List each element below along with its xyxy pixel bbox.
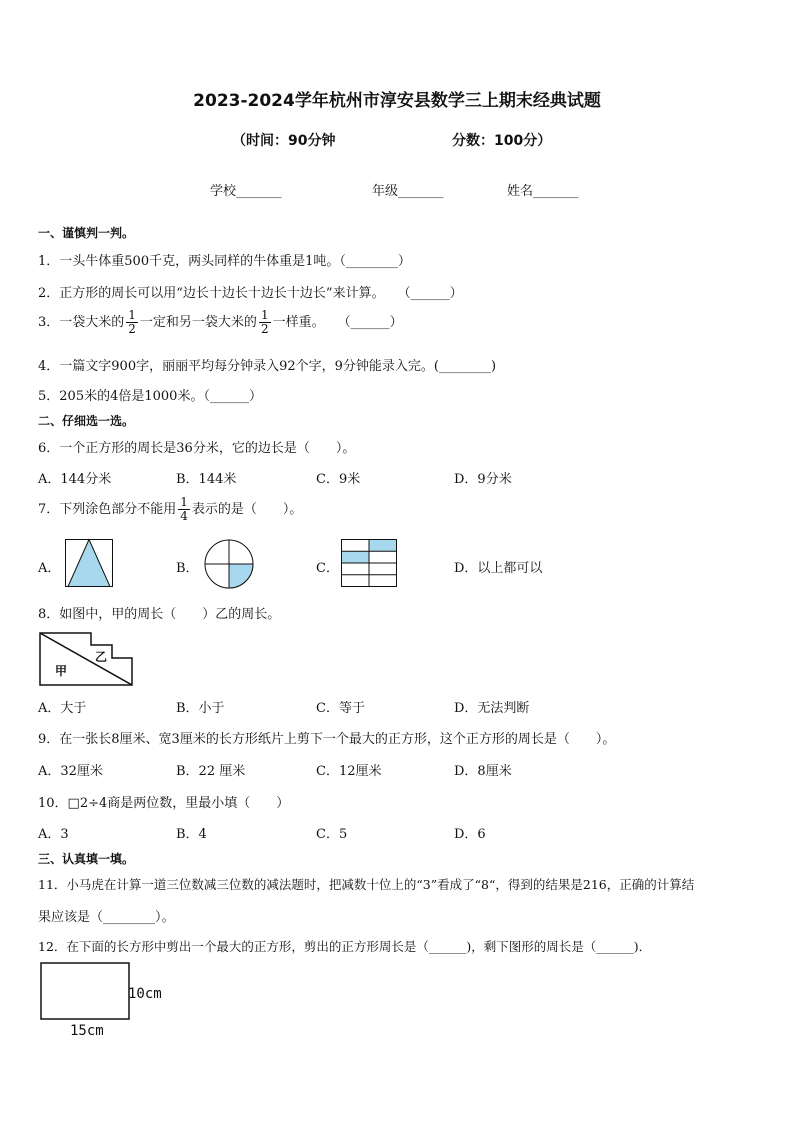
- fraction-quarter: [178, 496, 190, 523]
- q6-option-c: C．9米: [316, 472, 361, 487]
- fraction-denominator: 2: [260, 322, 269, 336]
- question-3-part-c: 一样重。 （______）: [272, 315, 403, 330]
- question-7-part-a: 7．下列涂色部分不能用: [38, 502, 177, 517]
- fraction-numerator: 1: [260, 308, 269, 322]
- fraction-denominator: 2: [128, 322, 136, 336]
- q8-option-b: B．小于: [176, 701, 225, 716]
- q8-option-d: D．无法判断: [454, 701, 530, 716]
- question-7: [38, 496, 302, 523]
- q7-option-c: C．: [316, 561, 339, 576]
- q12-height-label: 10cm: [128, 986, 162, 1002]
- q8-option-a: A．大于: [38, 701, 87, 716]
- q10-option-d: D．6: [454, 827, 486, 842]
- q7-option-d: D．以上都可以: [454, 561, 543, 576]
- q7-option-b: B．: [176, 561, 199, 576]
- question-12: 12．在下面的长方形中剪出一个最大的正方形，剪出的正方形周长是（______)，剩下图形的周长是（______)．: [38, 939, 652, 954]
- question-7-part-b: 表示的是（ ）。: [191, 502, 303, 517]
- question-9: 9．在一张长8厘米、宽3厘米的长方形纸片上剪下一个最大的正方形，这个正方形的周长是（ ）。: [38, 732, 616, 747]
- exam-time: （时间：90分钟: [232, 133, 336, 149]
- q8-option-c: C．等于: [316, 701, 365, 716]
- question-5: 5．205米的4倍是1000米。（______）: [38, 389, 262, 404]
- q9-option-c: C．12厘米: [316, 764, 382, 779]
- grade-field: 年级_______: [372, 184, 444, 199]
- section-heading-1: 一、谨慎判一判。: [38, 226, 135, 240]
- question-2: 2．正方形的周长可以用“边长十边长十边长十边长”来计算。 （______）: [38, 286, 463, 301]
- question-3: [38, 309, 403, 336]
- question-8: 8．如图中，甲的周长（ ）乙的周长。: [38, 607, 281, 622]
- q10-option-a: A．3: [38, 827, 69, 842]
- q9-option-d: D．8厘米: [454, 764, 512, 779]
- q10-option-c: C．5: [316, 827, 348, 842]
- fraction-denominator: 4: [180, 509, 188, 523]
- label-yi: 乙: [95, 650, 108, 664]
- q7-option-a: A．: [38, 561, 61, 576]
- name-field: 姓名_______: [507, 184, 579, 199]
- q9-option-a: A．32厘米: [38, 764, 103, 779]
- question-10: 10．□2÷4商是两位数，里最小填（ ）: [38, 796, 290, 811]
- question-3-part-b: 一定和另一袋大米的: [139, 315, 257, 330]
- q6-option-d: D．9分米: [454, 472, 512, 487]
- section-heading-2: 二、仔细选一选。: [38, 414, 135, 428]
- school-field: 学校_______: [210, 184, 282, 199]
- page-title: 2023-2024学年杭州市淳安县数学三上期末经典试题: [193, 91, 601, 111]
- q6-option-a: A．144分米: [38, 472, 112, 487]
- q12-width-label: 15cm: [70, 1023, 104, 1039]
- q8-figure-staircase: [39, 632, 133, 686]
- q6-option-b: B．144米: [176, 472, 237, 487]
- fraction-half-2: [259, 309, 271, 336]
- exam-score: 分数：100分）: [452, 133, 552, 149]
- question-11-line-1: 11．小马虎在计算一道三位数减三位数的减法题时，把减数十位上的“3”看成了“8“，得到的结果是216，正确的计算结: [38, 877, 695, 892]
- label-jia: 甲: [55, 664, 68, 678]
- section-heading-3: 三、认真填一填。: [38, 852, 135, 866]
- fraction-numerator: 1: [128, 308, 136, 322]
- q12-rectangle-figure: [40, 962, 130, 1020]
- question-6: 6．一个正方形的周长是36分米，它的边长是（ ）。: [38, 441, 356, 456]
- q7-figure-c-grid: [341, 539, 397, 587]
- question-4: 4．一篇文字900字，丽丽平均每分钟录入92个字，9分钟能录入完。(________): [38, 359, 497, 374]
- fraction-half-1: [126, 309, 138, 336]
- question-11-line-2: 果应该是（________）。: [38, 910, 175, 925]
- q7-figure-a-square-triangle: [65, 539, 113, 587]
- question-1: 1．一头牛体重500千克，两头同样的牛体重是1吨。（________）: [38, 254, 411, 269]
- q7-figure-b-circle-quarter: [204, 539, 254, 589]
- fraction-numerator: 1: [180, 495, 188, 509]
- q9-option-b: B．22 厘米: [176, 764, 246, 779]
- question-3-part-a: 3．一袋大米的: [38, 315, 125, 330]
- q10-option-b: B．4: [176, 827, 207, 842]
